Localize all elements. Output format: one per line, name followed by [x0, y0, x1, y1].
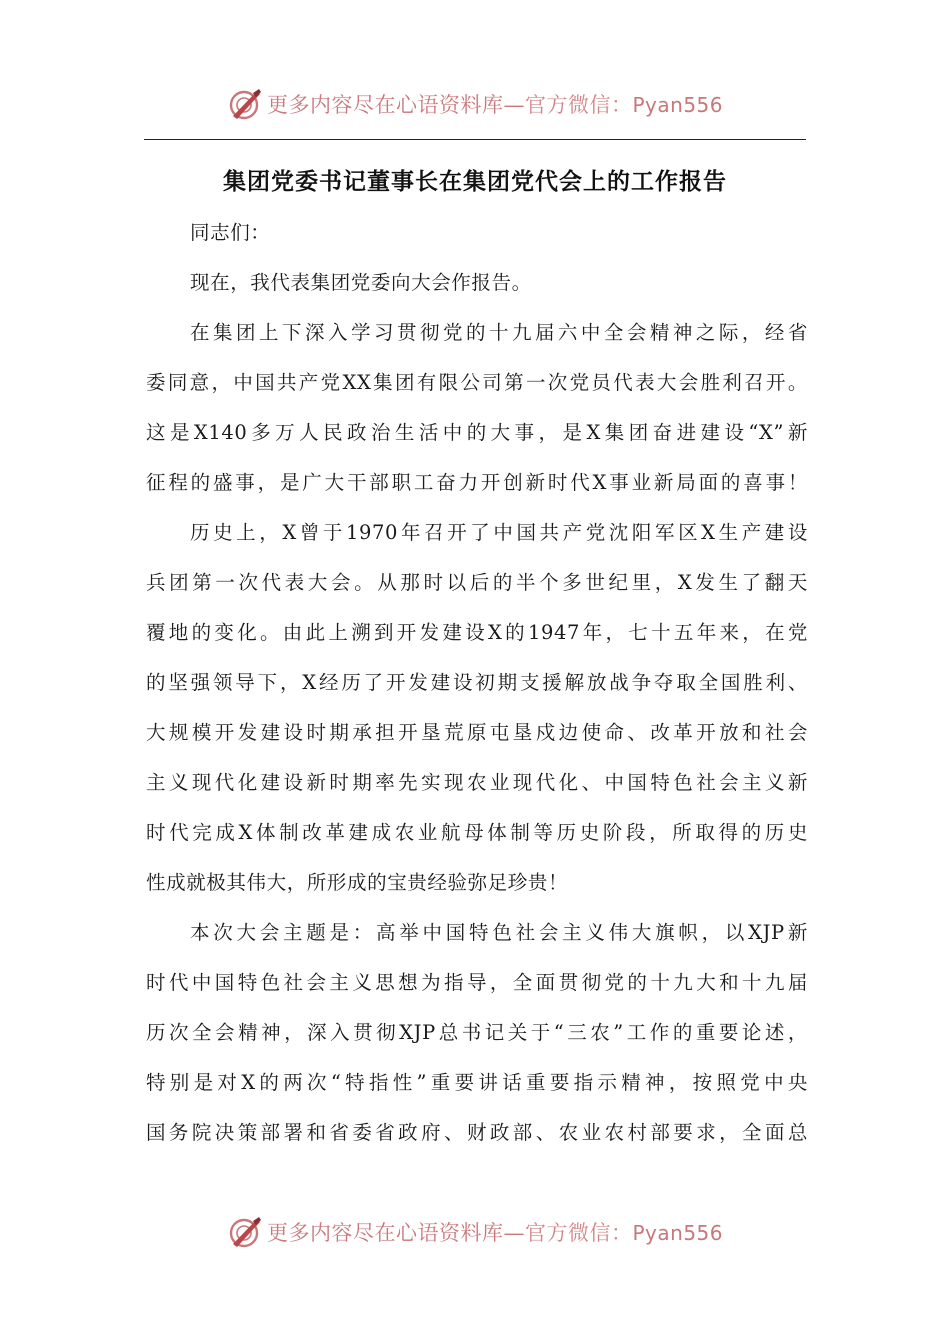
body-line: 现在，我代表集团党委向大会作报告。	[190, 271, 532, 294]
body-line: 征程的盛事，是广大干部职工奋力开创新时代X事业新局面的喜事！	[146, 471, 808, 494]
body-line: 委同意，中国共产党XX集团有限公司第一次党员代表大会胜利召开。	[146, 371, 808, 394]
body-line: 历次全会精神，深入贯彻XJP总书记关于“三农”工作的重要论述，	[146, 1021, 808, 1044]
document-body	[146, 208, 808, 1158]
body-line: 兵团第一次代表大会。从那时以后的半个多世纪里，X发生了翻天	[146, 571, 808, 594]
watermark-wechat-id: Pyan556	[632, 1221, 723, 1245]
quill-logo-icon	[227, 1214, 263, 1250]
watermark-wechat-id: Pyan556	[632, 93, 723, 117]
body-line: 这是X140多万人民政治生活中的大事，是X集团奋进建设“X”新	[146, 421, 808, 444]
body-line: 主义现代化建设新时期率先实现农业现代化、中国特色社会主义新	[146, 771, 808, 794]
header-divider	[144, 139, 806, 140]
body-line: 的坚强领导下，X经历了开发建设初期支援解放战争夺取全国胜利、	[146, 671, 808, 694]
body-line: 本次大会主题是：高举中国特色社会主义伟大旗帜，以XJP新	[190, 921, 808, 944]
body-line: 时代完成X体制改革建成农业航母体制等历史阶段，所取得的历史	[146, 821, 808, 844]
body-line: 同志们：	[190, 221, 271, 244]
header-watermark	[0, 82, 950, 126]
quill-logo-icon	[227, 86, 263, 122]
body-line: 时代中国特色社会主义思想为指导，全面贯彻党的十九大和十九届	[146, 971, 808, 994]
watermark-site-text: 更多内容尽在心语资料库	[266, 1221, 504, 1245]
watermark-text	[267, 1217, 723, 1247]
body-line: 国务院决策部署和省委省政府、财政部、农业农村部要求，全面总	[146, 1121, 808, 1144]
watermark-wechat-label: 官方微信：	[524, 1221, 633, 1245]
body-line: 特别是对X的两次“特指性”重要讲话重要指示精神，按照党中央	[146, 1071, 808, 1094]
body-line: 历史上，X曾于1970年召开了中国共产党沈阳军区X生产建设	[190, 521, 808, 544]
watermark-wechat-label: 官方微信：	[524, 93, 633, 117]
body-line: 覆地的变化。由此上溯到开发建设X的1947年，七十五年来，在党	[146, 621, 808, 644]
footer-watermark	[0, 1210, 950, 1254]
watermark-dash: —	[503, 93, 525, 117]
body-line: 性成就极其伟大，所形成的宝贵经验弥足珍贵！	[146, 871, 569, 894]
body-line: 大规模开发建设时期承担开垦荒原屯垦戍边使命、改革开放和社会	[146, 721, 808, 744]
watermark-text	[267, 89, 723, 119]
body-line: 在集团上下深入学习贯彻党的十九届六中全会精神之际，经省	[190, 321, 808, 344]
watermark-dash: —	[503, 1221, 525, 1245]
watermark-site-text: 更多内容尽在心语资料库	[266, 93, 504, 117]
document-title: 集团党委书记董事长在集团党代会上的工作报告	[223, 168, 727, 195]
